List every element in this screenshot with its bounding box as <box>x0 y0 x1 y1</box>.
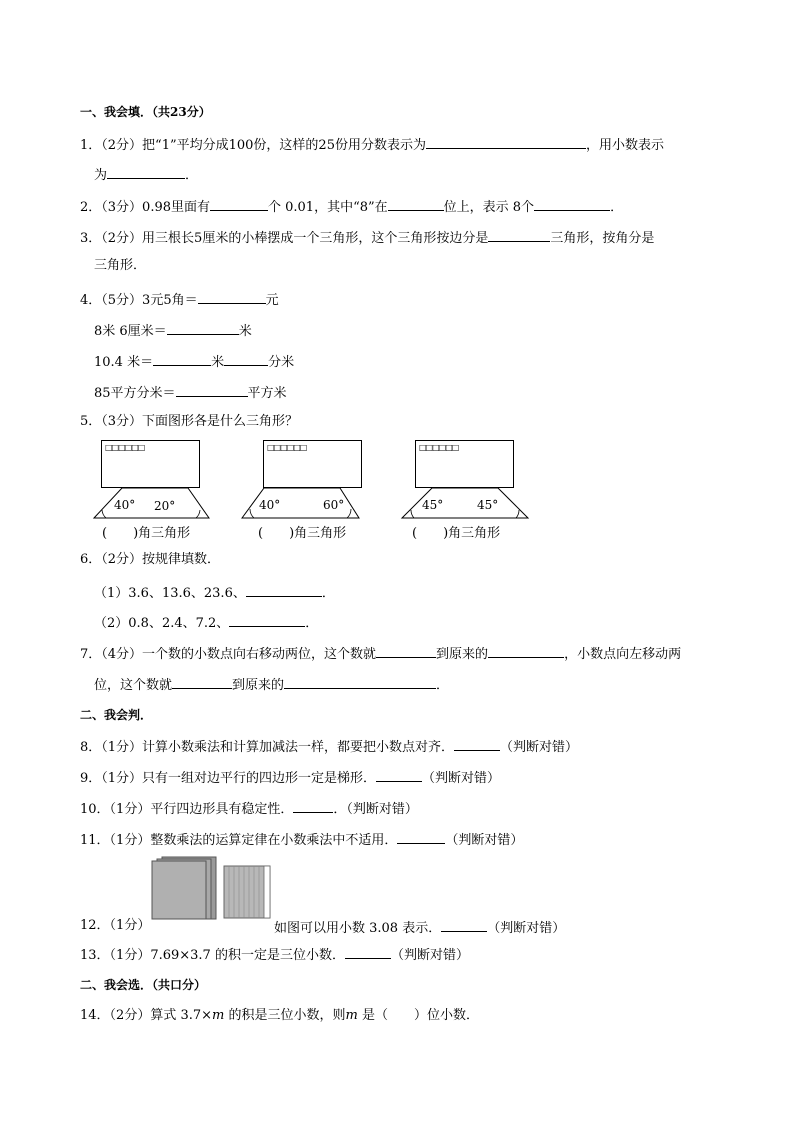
question-10 <box>80 798 418 819</box>
question-4c <box>94 351 294 372</box>
q13-text-a: 13．（1分）7.69×3.7 的积一定是三位小数． <box>80 948 345 963</box>
q1-text-c: 为 <box>94 168 108 183</box>
q4-text-c3: 分米 <box>268 355 295 370</box>
question-11 <box>80 829 523 850</box>
section-title-choose: 二、我会选．（共口分） <box>80 978 207 992</box>
q3-text-b: 三角形，按角分是 <box>550 231 655 246</box>
q9-blank[interactable] <box>376 767 422 782</box>
q4-text-d: 85平方分米＝ <box>94 386 176 401</box>
q13-blank[interactable] <box>345 944 391 959</box>
q6-text-c2: ． <box>305 616 319 631</box>
q4-blank-3[interactable] <box>153 351 211 366</box>
section-title-fill: 一、我会填．（共23分） <box>80 105 211 119</box>
angle-label-1a: 40° <box>114 498 136 512</box>
q4-text-c: 10.4 米＝ <box>94 355 154 370</box>
question-9 <box>80 767 500 788</box>
q1-text-a: 1．（2分）把“1”平均分成100份，这样的25份用分数表示为 <box>80 138 426 153</box>
angle-label-2b: 60° <box>323 498 345 512</box>
q4-text-b: 8米 6厘米＝ <box>94 324 167 339</box>
q4-text-a: 4．（5分）3元5角＝ <box>80 293 198 308</box>
q12-text-c: （判断对错） <box>487 921 566 936</box>
squares-decoration-1: □□□□□□ <box>105 443 145 452</box>
q8-text-b: （判断对错） <box>500 740 579 755</box>
q7-text-e: 到原来的 <box>232 678 285 693</box>
q4-blank-5[interactable] <box>176 382 248 397</box>
q8-blank[interactable] <box>454 736 500 751</box>
triangle-figure-2 <box>240 438 365 540</box>
q11-blank[interactable] <box>397 829 445 844</box>
decimal-blocks-drawing <box>148 856 278 920</box>
question-12 <box>274 917 565 938</box>
q4-text-c2: 米 <box>211 355 225 370</box>
q12-blank[interactable] <box>441 917 487 932</box>
q1-blank-fraction[interactable] <box>426 134 586 149</box>
section-title-judge: 二、我会判． <box>80 708 153 722</box>
q10-blank[interactable] <box>293 798 333 813</box>
angle-label-3b: 45° <box>477 498 499 512</box>
q4-text-d2: 平方米 <box>247 386 287 401</box>
q2-blank-1[interactable] <box>210 196 268 211</box>
q6-blank-2[interactable] <box>229 612 305 627</box>
q2-text-a: 2．（3分）0.98里面有 <box>80 200 210 215</box>
q7-text-b: 到原来的 <box>436 647 489 662</box>
q2-blank-2[interactable] <box>388 196 444 211</box>
squares-decoration-2: □□□□□□ <box>267 443 307 452</box>
q3-text-c: 三角形． <box>94 258 147 273</box>
q14-text-c: 是（ ）位小数． <box>357 1008 479 1023</box>
q7-blank-1[interactable] <box>376 643 436 658</box>
q7-text-f: ． <box>436 678 450 693</box>
triangle-figure-3 <box>400 438 530 540</box>
angle-label-3a: 45° <box>422 498 444 512</box>
q12-text-a: 12．（1分） <box>80 918 151 933</box>
question-4b <box>94 320 252 341</box>
question-7-cont <box>94 674 449 695</box>
question-4d <box>94 382 287 403</box>
q14-variable-m2: m <box>345 1008 358 1023</box>
q14-variable-m: m <box>212 1008 225 1023</box>
q4-blank-4[interactable] <box>224 351 268 366</box>
q6-text-b: （1）3.6、13.6、23.6、 <box>94 586 246 601</box>
angle-label-2a: 40° <box>259 498 281 512</box>
q6-text-a: 6．（2分）按规律填数． <box>80 552 221 567</box>
q14-text-a: 14．（2分）算式 3.7× <box>80 1008 213 1023</box>
q6-blank-1[interactable] <box>246 582 322 597</box>
question-1 <box>80 134 664 155</box>
question-7 <box>80 643 681 664</box>
question-6-2 <box>94 612 318 633</box>
q4-text-a2: 元 <box>265 293 279 308</box>
question-14 <box>80 1007 479 1025</box>
q6-text-c: （2）0.8、2.4、7.2、 <box>94 616 230 631</box>
q7-blank-3[interactable] <box>172 674 232 689</box>
q11-text-a: 11．（1分）整数乘法的运算定律在小数乘法中不适用． <box>80 833 398 848</box>
q7-text-d: 位，这个数就 <box>94 678 173 693</box>
q6-text-b2: ． <box>321 586 335 601</box>
q3-text-a: 3．（2分）用三根长5厘米的小棒摆成一个三角形，这个三角形按边分是 <box>80 231 489 246</box>
q9-text-b: （判断对错） <box>422 771 501 786</box>
question-6-1 <box>94 582 335 603</box>
q4-text-b2: 米 <box>238 324 252 339</box>
q1-blank-decimal[interactable] <box>107 164 185 179</box>
question-3 <box>80 227 654 248</box>
question-4 <box>80 289 279 310</box>
q10-text-a: 10．（1分）平行四边形具有稳定性． <box>80 802 294 817</box>
angle-label-1b: 20° <box>154 499 176 513</box>
triangle-answer-3[interactable]: ( )角三角形 <box>412 526 501 541</box>
q2-blank-3[interactable] <box>534 196 610 211</box>
q7-text-c: ，小数点向左移动两 <box>564 647 682 662</box>
q5-text-a: 5．（3分）下面图形各是什么三角形？ <box>80 414 299 429</box>
q7-blank-4[interactable] <box>284 674 436 689</box>
triangle-answer-2[interactable]: ( )角三角形 <box>258 526 347 541</box>
q12-text-b: 如图可以用小数 3.08 表示． <box>274 921 442 936</box>
triangle-answer-1[interactable]: ( )角三角形 <box>102 526 191 541</box>
squares-decoration-3: □□□□□□ <box>419 443 459 452</box>
question-8 <box>80 736 578 757</box>
q4-blank-2[interactable] <box>167 320 239 335</box>
q1-text-b: ，用小数表示 <box>585 138 664 153</box>
q2-text-c: 位上，表示 8个 <box>443 200 535 215</box>
q11-text-b: （判断对错） <box>445 833 524 848</box>
question-2 <box>80 196 623 217</box>
q13-text-b: （判断对错） <box>390 948 469 963</box>
question-13 <box>80 944 469 965</box>
q2-text-d: ． <box>610 200 624 215</box>
q7-blank-2[interactable] <box>488 643 564 658</box>
q7-text-a: 7．（4分）一个数的小数点向右移动两位，这个数就 <box>80 647 377 662</box>
decimal-blocks-figure <box>148 856 278 920</box>
q9-text-a: 9．（1分）只有一组对边平行的四边形一定是梯形． <box>80 771 377 786</box>
q8-text-a: 8．（1分）计算小数乘法和计算加减法一样，都要把小数点对齐． <box>80 740 455 755</box>
triangle-figure-1 <box>92 438 212 540</box>
q14-text-b: 的积是三位小数，则 <box>224 1008 346 1023</box>
q1-text-d: ． <box>185 168 199 183</box>
question-1-cont <box>94 164 198 185</box>
q10-text-b: ．（判断对错） <box>333 802 418 817</box>
q2-text-b: 个 0.01，其中“8”在 <box>268 200 388 215</box>
q3-blank-1[interactable] <box>488 227 550 242</box>
q4-blank-1[interactable] <box>198 289 266 304</box>
